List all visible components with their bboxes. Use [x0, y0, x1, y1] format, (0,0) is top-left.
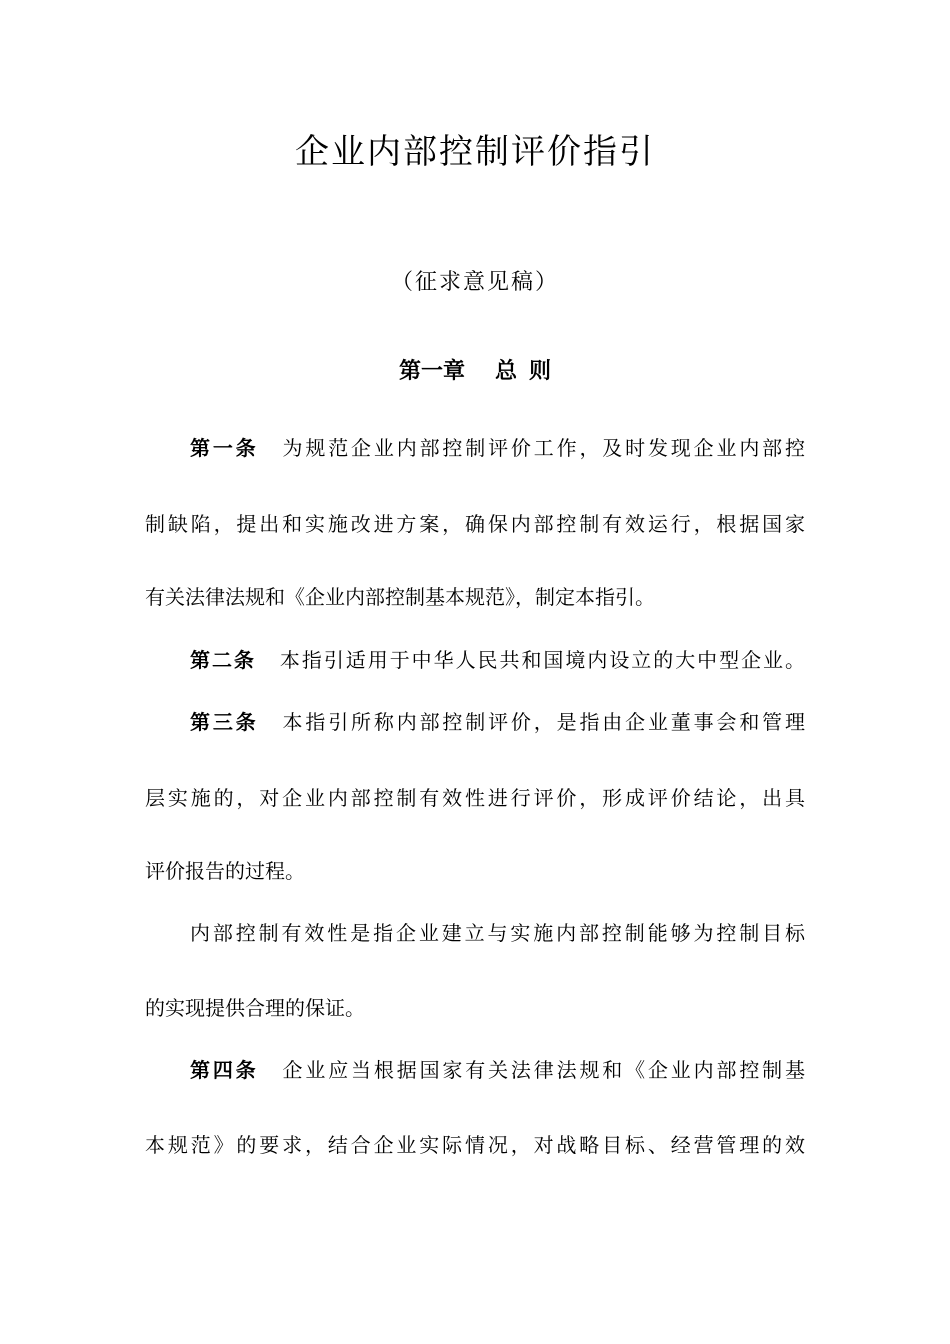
article-2-text-1: 本指引适用于中华人民共和国境内设立的大中型企业。 — [279, 648, 805, 672]
article-3-line-2: 层实施的，对企业内部控制有效性进行评价，形成评价结论，出具 — [145, 786, 805, 810]
article-4-line-2: 本规范》的要求，结合企业实际情况，对战略目标、经营管理的效 — [145, 1133, 805, 1157]
article-1-text-1: 为规范企业内部控制评价工作，及时发现企业内部控 — [282, 436, 805, 460]
article-1-label: 第一条 — [190, 436, 259, 460]
article-1-line-1 — [190, 433, 805, 463]
article-2-line-1 — [190, 645, 805, 675]
document-title: 企业内部控制评价指引 — [295, 132, 655, 172]
article-3-line-1 — [190, 707, 805, 737]
article-3-text-1: 本指引所称内部控制评价，是指由企业董事会和管理 — [282, 710, 805, 734]
article-1-line-3: 有关法律法规和《企业内部控制基本规范》，制定本指引。 — [145, 585, 655, 609]
effectiveness-line-2: 的实现提供合理的保证。 — [145, 996, 365, 1020]
chapter-heading — [0, 355, 950, 389]
article-3-label: 第三条 — [190, 710, 259, 734]
effectiveness-line-1: 内部控制有效性是指企业建立与实施内部控制能够为控制目标 — [190, 921, 805, 945]
chapter-name-part1: 总 — [494, 359, 517, 384]
document-subtitle: （征求意见稿） — [390, 270, 559, 295]
article-4-label: 第四条 — [190, 1058, 259, 1082]
article-3-line-3: 评价报告的过程。 — [145, 859, 305, 883]
article-2-label: 第二条 — [190, 648, 256, 672]
chapter-number: 第一章 — [398, 359, 465, 384]
article-1-line-2: 制缺陷，提出和实施改进方案，确保内部控制有效运行，根据国家 — [145, 512, 805, 536]
chapter-name-part2: 则 — [529, 359, 552, 384]
article-4-text-1: 企业应当根据国家有关法律法规和《企业内部控制基 — [282, 1058, 805, 1082]
article-4-line-1 — [190, 1055, 805, 1085]
